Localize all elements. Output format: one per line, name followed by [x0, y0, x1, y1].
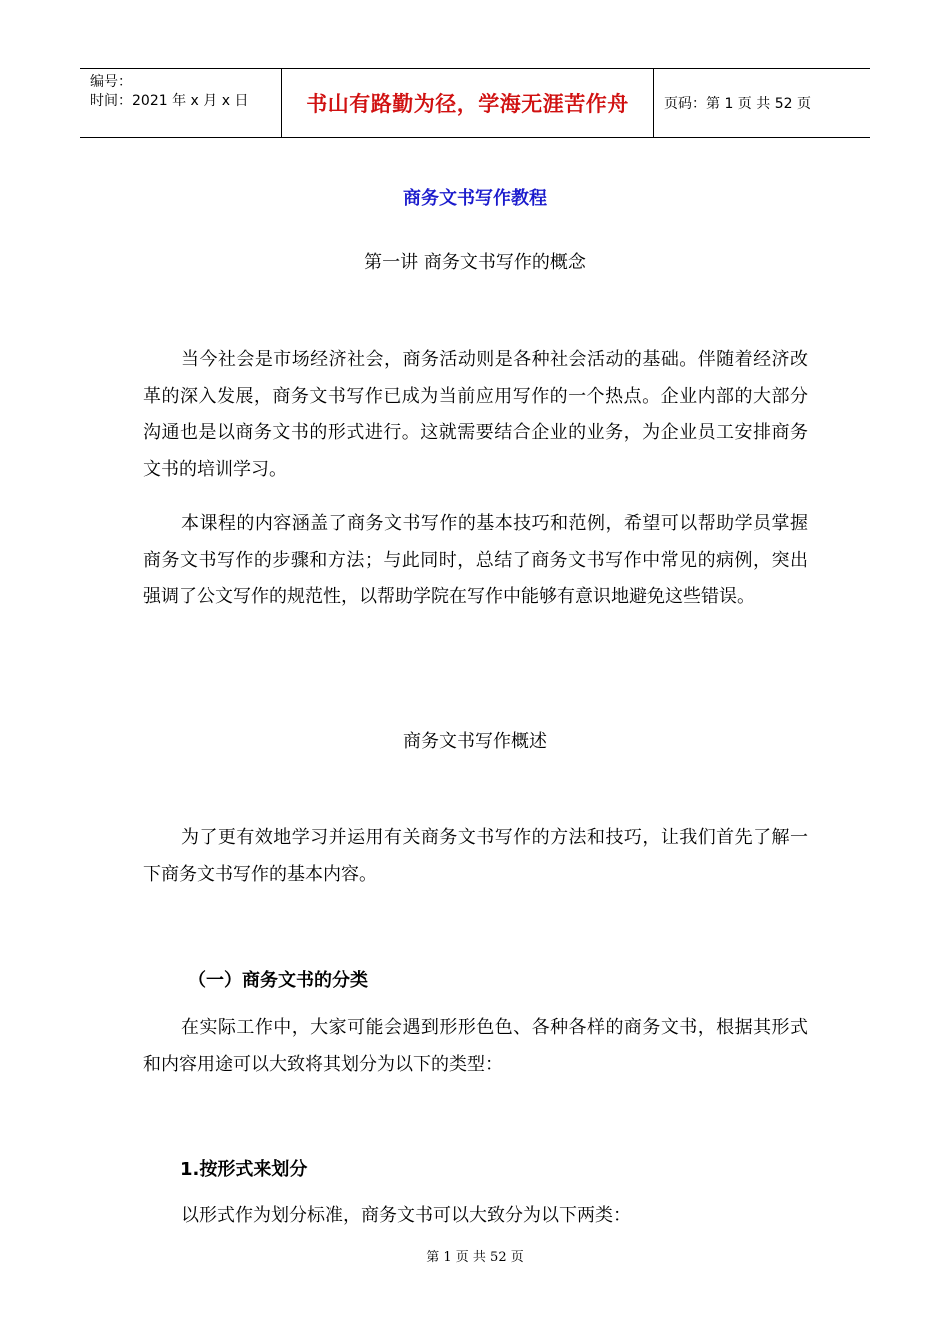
header-page-info: 页码：第 1 页 共 52 页: [664, 96, 811, 112]
classification-paragraph: 在实际工作中，大家可能会遇到形形色色、各种各样的商务文书，根据其形式和内容用途可以大致将其划分为以下的类型：: [143, 1017, 808, 1075]
intro-paragraph-1: 当今社会是市场经济社会，商务活动则是各种社会活动的基础。伴随着经济改革的深入发展，商务文书写作已成为当前应用写作的一个热点。企业内部的大部分沟通也是以商务文书的形式进行。这就需要结合企业的业务，为企业员工安排商务文书的培训学习。: [143, 349, 808, 480]
page-footer: 第 1 页 共 52 页: [426, 1250, 524, 1265]
document-title: 商务文书写作教程: [403, 188, 547, 209]
intro-paragraph-2: 本课程的内容涵盖了商务文书写作的基本技巧和范例，希望可以帮助学员掌握商务文书写作的步骤和方法；与此同时，总结了商务文书写作中常见的病例，突出强调了公文写作的规范性，以帮助学院在写作中能够有意识地避免这些错误。: [143, 513, 808, 607]
lecture-title: 第一讲 商务文书写作的概念: [364, 252, 586, 273]
document-number-label: 编号：: [90, 74, 132, 90]
header-meta-cell: [80, 69, 282, 137]
document-date-label: 时间：2021 年 x 月 x 日: [90, 93, 249, 109]
subsection-heading: （一）商务文书的分类: [188, 970, 368, 991]
section-title: 商务文书写作概述: [403, 731, 547, 752]
page-header: [80, 68, 870, 138]
overview-paragraph: 为了更有效地学习并运用有关商务文书写作的方法和技巧，让我们首先了解一下商务文书写作的基本内容。: [143, 827, 808, 885]
header-motto: 书山有路勤为径，学海无涯苦作舟: [282, 69, 654, 137]
item-heading: 1.按形式来划分: [180, 1159, 308, 1180]
item-paragraph: 以形式作为划分标准，商务文书可以大致分为以下两类：: [181, 1205, 631, 1226]
